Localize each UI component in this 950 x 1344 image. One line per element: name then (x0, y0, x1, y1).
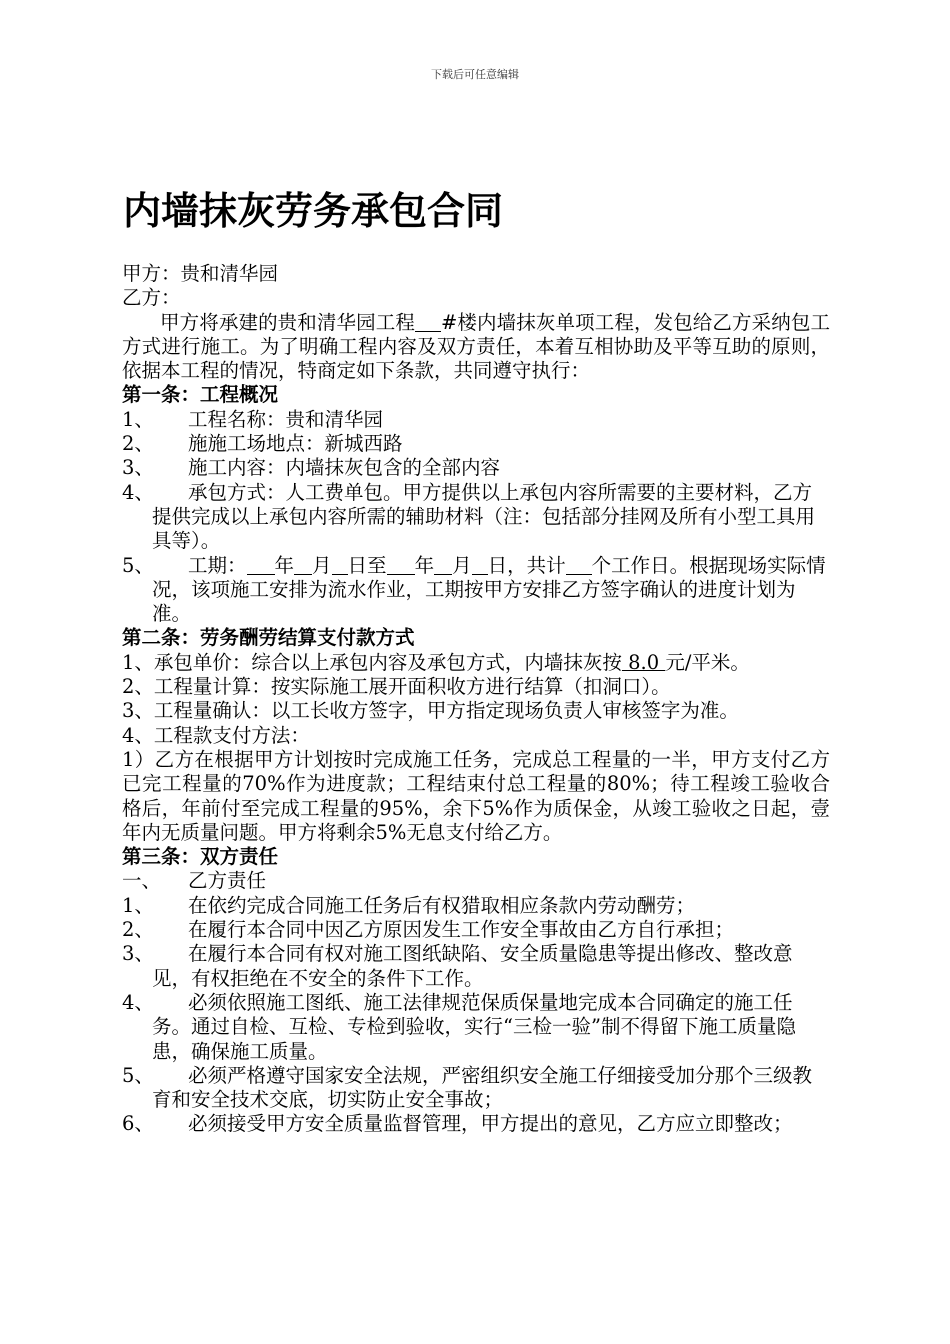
start-year-blank (247, 556, 275, 575)
end-day-blank (472, 556, 488, 575)
item-text: 工期： (188, 553, 247, 577)
item-text: 日，共计 (487, 553, 566, 577)
item-text: 乙方责任 (188, 869, 267, 893)
sec3-item-1 (122, 894, 830, 918)
item-text: 日至 (347, 553, 387, 577)
item-number: 5、 (122, 1063, 154, 1087)
item-text: 施施工场地点：新城西路 (188, 432, 403, 456)
intro-paragraph (122, 311, 830, 384)
section-1-heading: 第一条：工程概况 (122, 383, 279, 407)
item-text: 工程名称：贵和清华园 (188, 407, 384, 431)
contract-body (122, 262, 830, 1137)
sec1-item-4 (122, 481, 830, 554)
item-text: 在依约完成合同施工任务后有权猎取相应条款内劳动酬劳； (188, 893, 696, 917)
sec2-payment-terms: 1）乙方在根据甲方计划按时完成施工任务，完成总工程量的一半，甲方支付乙方已完工程量的70%作为进度款；工程结束付总工程量的80%；待工程竣工验收合格后，年前付至完成工程量的95%，余下5%作为质保金，从竣工验收之日起，壹年内无质量问题。甲方将剩余5%无息支付给乙方。 (122, 747, 830, 844)
item-text: 元/平米。 (665, 650, 750, 674)
item-text: 年 (274, 553, 295, 577)
item-number: 1、 (122, 407, 154, 431)
section-3-heading: 第三条：双方责任 (122, 845, 279, 869)
sec3-subheading (122, 869, 830, 893)
document-title: 内墙抹灰劳务承包合同 (123, 188, 504, 233)
item-number: 5、 (122, 553, 154, 577)
sec3-item-6 (122, 1112, 830, 1136)
unit-price-value: 8.0 (621, 650, 666, 674)
sec2-quantity-confirm: 3、工程量确认：以工长收方签字，甲方指定现场负责人审核签字为准。 (122, 699, 739, 723)
item-text: 必须严格遵守国家安全法规，严密组织安全施工仔细接受加分那个三级教育和安全技术交底，切实防止安全事故； (152, 1063, 813, 1112)
item-text: 必须接受甲方安全质量监督管理，甲方提出的意见，乙方应立即整改； (188, 1112, 793, 1136)
sec1-item-5 (122, 554, 830, 627)
item-number: 1、 (122, 893, 154, 917)
sec1-item-1 (122, 408, 830, 432)
item-number: 4、 (122, 990, 154, 1014)
work-days-blank (566, 556, 592, 575)
item-text: 必须依照施工图纸、施工法律规范保质保量地完成本合同确定的施工任务。通过自检、互检、专检到验收，实行“三检一验”制不得留下施工质量隐患，确保施工质量。 (152, 990, 796, 1063)
party-a: 甲方：贵和清华园 (122, 262, 279, 285)
item-number: 一、 (122, 869, 162, 893)
item-number: 2、 (122, 432, 154, 456)
sec1-item-2 (122, 432, 830, 456)
start-day-blank (332, 556, 348, 575)
item-number: 2、 (122, 918, 154, 942)
sec2-unit-price (122, 651, 830, 675)
item-number: 4、 (122, 480, 154, 504)
item-text: 在履行本合同有权对施工图纸缺陷、安全质量隐患等提出修改、整改意见，有权拒绝在不安全的条件下工作。 (152, 942, 793, 990)
sec3-item-5 (122, 1064, 830, 1113)
item-text: 月 (452, 553, 472, 577)
item-number: 3、 (122, 942, 154, 966)
item-number: 6、 (122, 1112, 154, 1136)
sec3-item-2 (122, 918, 830, 942)
sec3-item-4 (122, 991, 830, 1064)
sec1-item-3 (122, 456, 830, 480)
item-text: 承包方式：人工费单包。甲方提供以上承包内容所需要的主要材料，乙方提供完成以上承包内容所需的辅助材料（注：包括部分挂网及所有小型工具用具等）。 (152, 480, 816, 553)
sec2-quantity-calc: 2、工程量计算：按实际施工展开面积收方进行结算（扣洞口）。 (122, 675, 671, 699)
intro-part-2: #楼内墙抹灰单项工程，发包给乙方采纳包工方式进行施工。为了明确工程内容及双方责任，本着互相协助及平等互助的原则，依据本工程的情况，特商定如下条款，共同遵守执行： (122, 310, 830, 383)
sec2-payment-method: 4、工程款支付方法： (122, 723, 310, 747)
item-text: 个工作日。根据现场实际情况，该项施工安排为流水作业，工期按甲方安排乙方签字确认的进度计划为准。 (152, 553, 826, 626)
building-number-blank (415, 313, 441, 332)
item-text: 施工内容：内墙抹灰包含的全部内容 (188, 456, 501, 480)
item-number: 3、 (122, 456, 154, 480)
sec3-item-3 (122, 942, 830, 991)
page-header-note: 下载后可任意编辑 (431, 68, 519, 81)
item-text: 年 (414, 553, 435, 577)
end-year-blank (387, 556, 415, 575)
section-2-heading: 第二条：劳务酬劳结算支付款方式 (122, 626, 415, 650)
intro-part-1: 甲方将承建的贵和清华园工程 (160, 310, 415, 334)
end-month-blank (434, 556, 452, 575)
party-b: 乙方： (122, 286, 181, 310)
item-text: 在履行本合同中因乙方原因发生工作安全事故由乙方自行承担； (188, 918, 735, 942)
item-text: 月 (312, 553, 332, 577)
item-text: 1、承包单价：综合以上承包内容及承包方式，内墙抹灰按 (122, 650, 622, 674)
start-month-blank (294, 556, 312, 575)
